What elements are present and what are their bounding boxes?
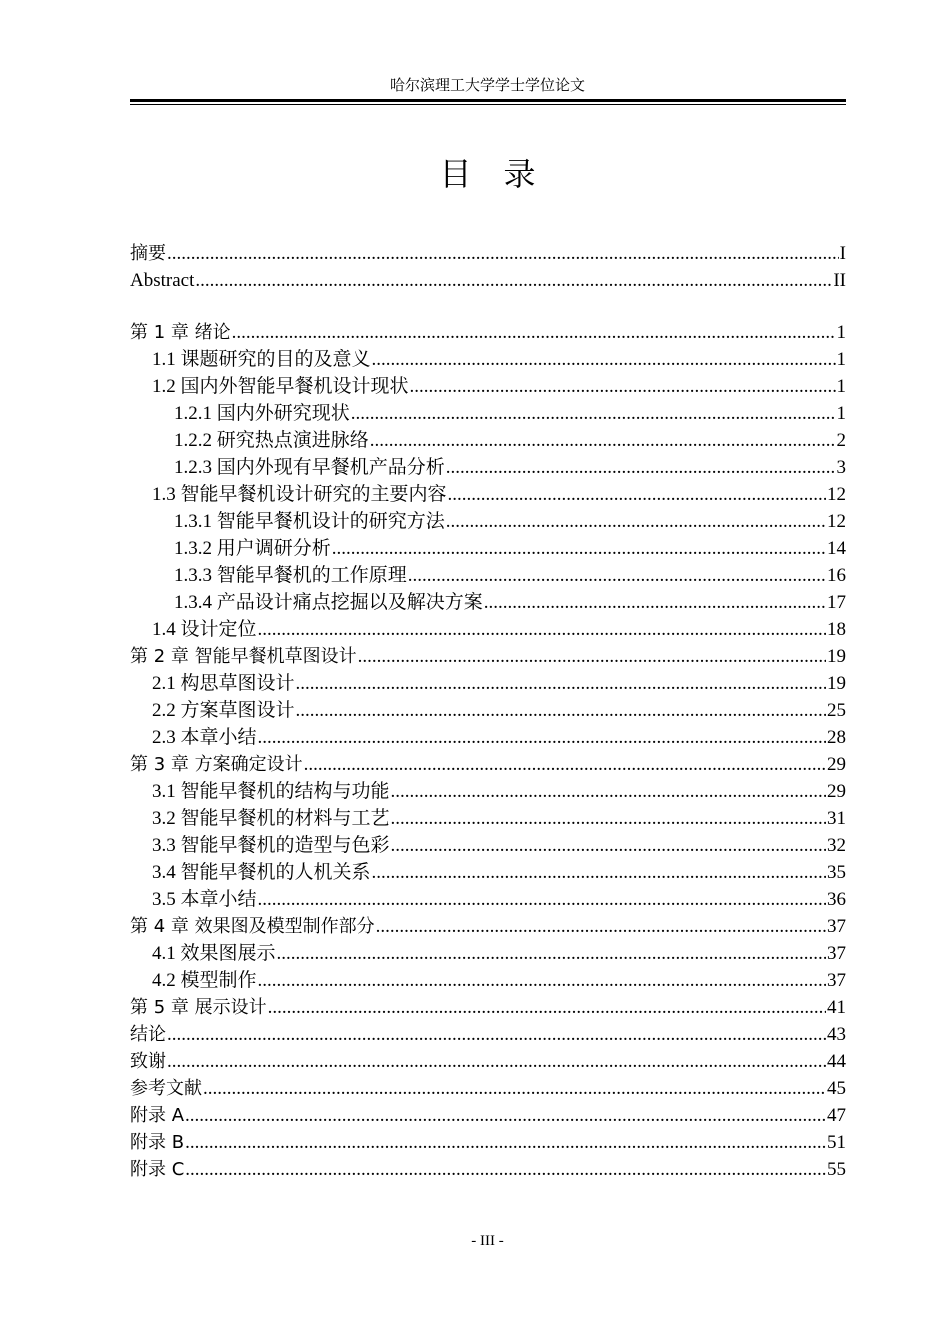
running-header: 哈尔滨理工大学学士学位论文: [389, 78, 585, 94]
toc-entry-page: 3: [836, 457, 846, 478]
toc-entry-page: 25: [827, 700, 846, 721]
toc-entry-label: 1.3.1 智能早餐机设计的研究方法: [174, 511, 445, 532]
toc-entry[interactable]: [130, 1102, 846, 1129]
toc-entry[interactable]: [130, 373, 846, 400]
toc-entry[interactable]: [130, 400, 846, 427]
toc-leader-dots: [410, 373, 836, 400]
toc-entry-page: 1: [836, 403, 846, 424]
toc-entry-page: II: [833, 270, 846, 291]
toc-entry[interactable]: [130, 751, 846, 778]
toc-entry[interactable]: [130, 886, 846, 913]
toc-entry-label: 参考文献: [130, 1078, 202, 1099]
toc-entry[interactable]: [130, 616, 846, 643]
toc-entry-page: 18: [827, 619, 846, 640]
toc-entry-page: 12: [827, 511, 846, 532]
toc-entry[interactable]: [130, 346, 846, 373]
toc-entry[interactable]: [130, 1048, 846, 1075]
toc-entry-label: 2.3 本章小结: [152, 727, 257, 748]
toc-entry-page: 51: [827, 1132, 846, 1153]
toc-entry-page: 35: [827, 862, 846, 883]
toc-entry-label: 2.1 构思草图设计: [152, 673, 295, 694]
toc-entry-page: 31: [827, 808, 846, 829]
toc-leader-dots: [446, 508, 826, 535]
toc-entry[interactable]: [130, 508, 846, 535]
toc-entry[interactable]: [130, 481, 846, 508]
toc-entry[interactable]: [130, 859, 846, 886]
toc-leader-dots: [376, 913, 826, 940]
toc-leader-dots: [372, 346, 836, 373]
toc-leader-dots: [195, 267, 832, 294]
toc-entry[interactable]: [130, 643, 846, 670]
header-rule-thin: [130, 104, 846, 105]
toc-entry[interactable]: [130, 562, 846, 589]
toc-leader-dots: [296, 670, 826, 697]
toc-entry-page: 45: [827, 1078, 846, 1099]
toc-entry-page: 41: [827, 997, 846, 1018]
toc-leader-dots: [296, 697, 826, 724]
toc-entry-label: 1.2.3 国内外现有早餐机产品分析: [174, 457, 445, 478]
toc-entry-label: 3.5 本章小结: [152, 889, 257, 910]
toc-entry-page: 1: [836, 376, 846, 397]
page-number: - III -: [471, 1233, 504, 1249]
toc-leader-dots: [167, 1048, 826, 1075]
toc-entry[interactable]: [130, 1075, 846, 1102]
toc-entry[interactable]: [130, 1156, 846, 1183]
toc-entry-page: I: [839, 243, 846, 264]
toc-entry[interactable]: [130, 454, 846, 481]
toc-entry[interactable]: [130, 805, 846, 832]
toc-entry-page: 29: [827, 754, 846, 775]
toc-entry-label: 1.1 课题研究的目的及意义: [152, 349, 371, 370]
toc-entry[interactable]: [130, 319, 846, 346]
toc-entry[interactable]: [130, 1021, 846, 1048]
toc-leader-dots: [167, 240, 839, 267]
toc-entry-label: 4.2 模型制作: [152, 970, 257, 991]
toc-leader-dots: [358, 643, 826, 670]
toc-entry-page: 32: [827, 835, 846, 856]
toc-entry-page: 47: [827, 1105, 846, 1126]
toc-leader-dots: [268, 994, 826, 1021]
toc-entry[interactable]: [130, 1129, 846, 1156]
toc-leader-dots: [258, 886, 826, 913]
toc-entry[interactable]: [130, 589, 846, 616]
toc-entry-page: 1: [836, 349, 846, 370]
toc-entry[interactable]: [130, 724, 846, 751]
toc-entry-label: 附录 A: [130, 1105, 185, 1126]
toc-entry[interactable]: [130, 913, 846, 940]
toc-leader-dots: [391, 778, 826, 805]
toc-entry-label: 3.3 智能早餐机的造型与色彩: [152, 835, 390, 856]
toc-entry-label: 第 1 章 绪论: [130, 322, 231, 343]
toc-entry-label: 4.1 效果图展示: [152, 943, 276, 964]
toc-entry-label: Abstract: [130, 270, 195, 291]
toc-leader-dots: [232, 319, 836, 346]
toc-leader-dots: [185, 1156, 826, 1183]
toc-entry-label: 结论: [130, 1024, 166, 1045]
toc-leader-dots: [408, 562, 826, 589]
toc-entry[interactable]: [130, 267, 846, 294]
toc-entry[interactable]: [130, 832, 846, 859]
toc-leader-dots: [446, 454, 836, 481]
toc-entry-page: 12: [827, 484, 846, 505]
toc-entry[interactable]: [130, 535, 846, 562]
toc-entry-label: 第 4 章 效果图及模型制作部分: [130, 916, 375, 937]
toc-leader-dots: [304, 751, 826, 778]
toc-entry-label: 附录 C: [130, 1159, 185, 1180]
toc-leader-dots: [167, 1021, 826, 1048]
header-rule-thick: [130, 99, 846, 102]
toc-leader-dots: [185, 1129, 826, 1156]
toc-leader-dots: [258, 724, 826, 751]
toc-leader-dots: [332, 535, 826, 562]
toc-entry-page: 37: [827, 943, 846, 964]
toc-entry-label: 1.4 设计定位: [152, 619, 257, 640]
toc-entry-label: 3.1 智能早餐机的结构与功能: [152, 781, 390, 802]
toc-entry-label: 附录 B: [130, 1132, 185, 1153]
toc-entry-label: 第 5 章 展示设计: [130, 997, 267, 1018]
toc-entry-page: 44: [827, 1051, 846, 1072]
toc-entry-page: 55: [827, 1159, 846, 1180]
toc-entry[interactable]: [130, 778, 846, 805]
toc-entry-page: 2: [836, 430, 846, 451]
toc-leader-dots: [258, 967, 826, 994]
toc-entry-label: 1.3.4 产品设计痛点挖掘以及解决方案: [174, 592, 483, 613]
toc-entry-page: 1: [836, 322, 846, 343]
toc-entry-label: 1.2.2 研究热点演进脉络: [174, 430, 369, 451]
toc-entry-page: 37: [827, 970, 846, 991]
toc-leader-dots: [370, 427, 836, 454]
toc-entry-label: 摘要: [130, 243, 166, 264]
toc-entry[interactable]: [130, 240, 846, 267]
toc-entry-label: 1.2.1 国内外研究现状: [174, 403, 350, 424]
toc-leader-dots: [391, 832, 826, 859]
toc-entry[interactable]: [130, 670, 846, 697]
toc-entry-label: 致谢: [130, 1051, 166, 1072]
toc-entry[interactable]: [130, 697, 846, 724]
toc-leader-dots: [391, 805, 826, 832]
toc-entry-label: 第 3 章 方案确定设计: [130, 754, 303, 775]
toc-entry-page: 17: [827, 592, 846, 613]
toc-leader-dots: [277, 940, 826, 967]
toc-entry-label: 3.2 智能早餐机的材料与工艺: [152, 808, 390, 829]
toc-entry-label: 1.3.3 智能早餐机的工作原理: [174, 565, 407, 586]
toc-entry[interactable]: [130, 967, 846, 994]
toc-entry-label: 1.2 国内外智能早餐机设计现状: [152, 376, 409, 397]
toc-leader-dots: [448, 481, 826, 508]
toc-leader-dots: [372, 859, 826, 886]
toc-title: 目录: [439, 155, 568, 193]
toc-entry[interactable]: [130, 427, 846, 454]
toc-entry-page: 28: [827, 727, 846, 748]
toc-entry-page: 19: [827, 646, 846, 667]
toc-entry-page: 14: [827, 538, 846, 559]
toc-entry-page: 43: [827, 1024, 846, 1045]
toc-entry-page: 19: [827, 673, 846, 694]
toc-entry-label: 3.4 智能早餐机的人机关系: [152, 862, 371, 883]
toc-entry-page: 29: [827, 781, 846, 802]
toc-entry-page: 36: [827, 889, 846, 910]
toc-entry-label: 1.3 智能早餐机设计研究的主要内容: [152, 484, 447, 505]
toc-entry-page: 16: [827, 565, 846, 586]
toc-entry[interactable]: [130, 994, 846, 1021]
toc-entry-label: 2.2 方案草图设计: [152, 700, 295, 721]
toc-leader-dots: [258, 616, 826, 643]
toc-entry-label: 第 2 章 智能早餐机草图设计: [130, 646, 357, 667]
toc-entry-page: 37: [827, 916, 846, 937]
toc-leader-dots: [351, 400, 836, 427]
toc-entry-label: 1.3.2 用户调研分析: [174, 538, 331, 559]
toc-leader-dots: [203, 1075, 826, 1102]
toc-leader-dots: [484, 589, 826, 616]
toc-leader-dots: [185, 1102, 826, 1129]
toc-entry[interactable]: [130, 940, 846, 967]
